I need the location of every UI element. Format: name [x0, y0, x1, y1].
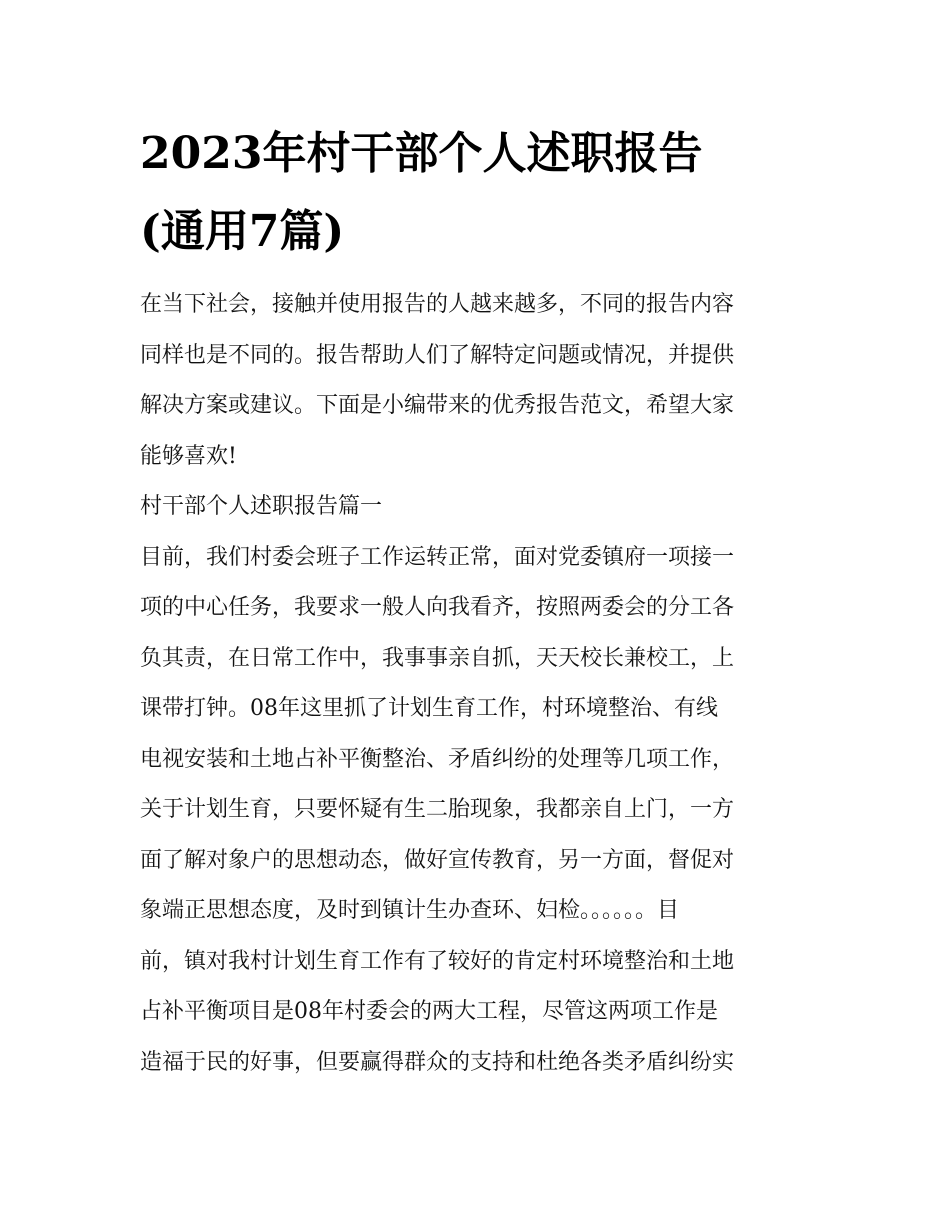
body-line: 关于计划生育，只要怀疑有生二胎现象，我都亲自上门，一方 [140, 797, 735, 822]
body-line: 占补平衡项目是08年村委会的两大工程，尽管这两项工作是 [140, 999, 718, 1024]
document-body [140, 280, 820, 1088]
body-line: 目前，我们村委会班子工作运转正常，面对党委镇府一项接一 [140, 544, 735, 570]
intro-line: 同样也是不同的。报告帮助人们了解特定问题或情况，并提供 [140, 342, 735, 368]
intro-line: 解决方案或建议。下面是小编带来的优秀报告范文，希望大家 [140, 393, 735, 418]
body-line: 象端正思想态度，及时到镇计生办查环、妇检。。。。。。目 [140, 898, 680, 923]
section-heading: 村干部个人述职报告篇一 [140, 494, 383, 519]
intro-line: 能够喜欢! [140, 443, 237, 469]
intro-line: 在当下社会，接触并使用报告的人越来越多，不同的报告内容 [140, 292, 735, 317]
body-line: 面了解对象户的思想动态，做好宣传教育，另一方面，督促对 [140, 847, 735, 873]
body-line: 负其责，在日常工作中，我事事亲自抓，天天校长兼校工，上 [140, 645, 735, 671]
document-title [140, 115, 820, 271]
body-line: 项的中心任务，我要求一般人向我看齐，按照两委会的分工各 [140, 595, 735, 620]
body-line: 课带打钟。08年这里抓了计划生育工作，村环境整治、有线 [140, 696, 718, 721]
title-line-1: 2023年村干部个人述职报告 [140, 128, 703, 179]
body-line: 造福于民的好事，但要赢得群众的支持和杜绝各类矛盾纠纷实 [140, 1049, 735, 1075]
title-line-2: (通用7篇) [140, 206, 345, 257]
body-line: 前，镇对我村计划生育工作有了较好的肯定村环境整治和土地 [140, 948, 735, 974]
body-line: 电视安装和土地占补平衡整治、矛盾纠纷的处理等几项工作， [140, 746, 735, 772]
